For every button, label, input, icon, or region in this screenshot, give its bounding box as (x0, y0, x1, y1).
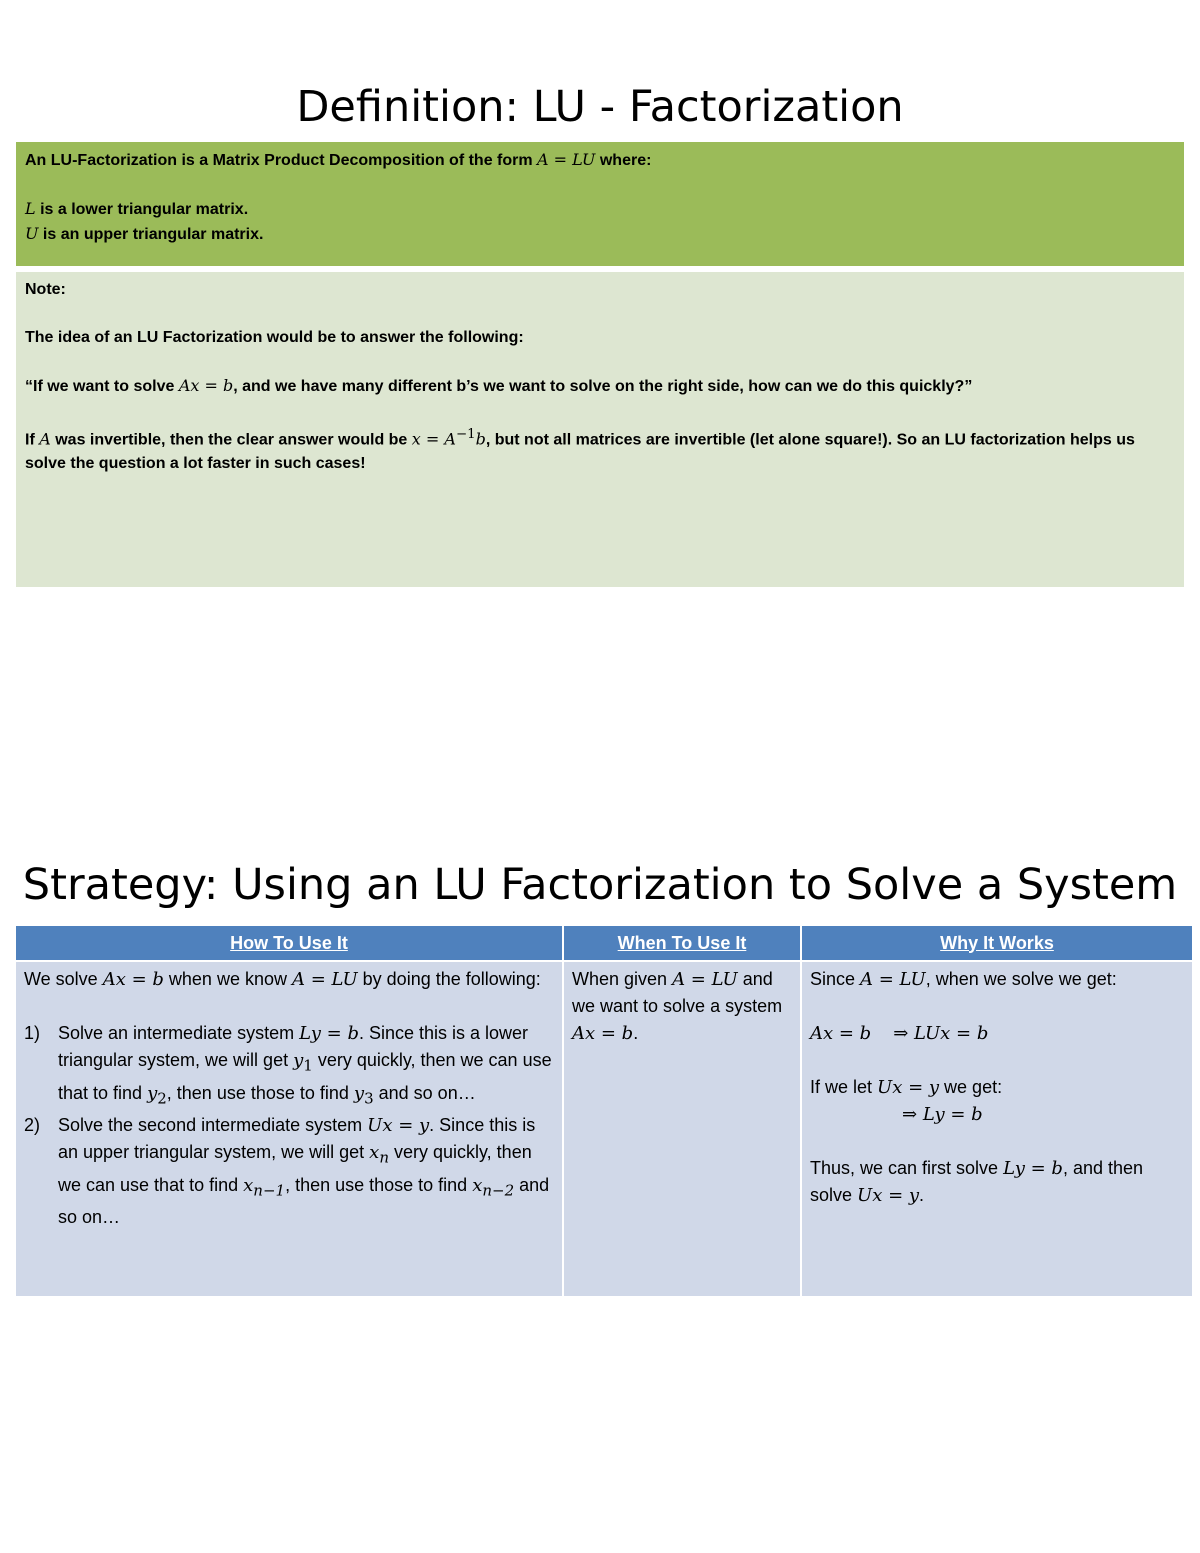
sub-n-2: n−2 (482, 1181, 515, 1200)
math-ux-y: Ux = y (367, 1115, 430, 1137)
math-ax-equals-b: Ax = b (178, 376, 234, 395)
header-why: Why It Works (801, 926, 1192, 961)
header-how: How To Use It (16, 926, 563, 961)
why-thus-a: Thus, we can first solve (810, 1158, 1004, 1178)
step-2-text (58, 1112, 554, 1231)
why-thus-c: . (919, 1185, 925, 1205)
how-intro-a: We solve (24, 969, 103, 989)
math-ax-b: Ax = b (102, 969, 164, 990)
note-idea: The idea of an LU Factorization would be to answer the following: (25, 329, 524, 346)
why-intro (810, 966, 1184, 993)
note-invertible (25, 423, 1175, 476)
math-x-equals-a: x = A (411, 429, 456, 449)
math-y3: y (353, 1082, 365, 1104)
note-box (16, 272, 1184, 587)
strategy-table (16, 926, 1192, 1296)
definition-intro-text: An LU-Factorization is a Matrix Product Decomposition of the form (25, 152, 538, 169)
math-u: U (25, 224, 39, 243)
strategy-body-row (16, 961, 1192, 1296)
math-thus-ly-b: Ly = b (1003, 1158, 1063, 1179)
math-when-ax-b: Ax = b (572, 1023, 634, 1044)
definition-l-line (25, 197, 1175, 222)
when-b: and we want to solve a system (572, 969, 783, 1016)
step-1-text (58, 1020, 554, 1112)
how-intro-c: by doing the following: (357, 969, 541, 989)
s2-e: and so on… (58, 1174, 550, 1228)
why-equation-1 (810, 1020, 1184, 1047)
s1-b: . Since this is a lower triangular system, we will get (58, 1023, 529, 1070)
strategy-header-row (16, 926, 1192, 961)
how-intro (24, 966, 554, 993)
math-l: L (25, 199, 36, 218)
definition-l-text: is a lower triangular matrix. (35, 201, 249, 218)
math-a: A (39, 429, 51, 449)
definition-intro-end: where: (595, 152, 652, 169)
s2-b: . Since this is an upper triangular system, we will get (58, 1115, 536, 1163)
note-quote-start: “If we want to solve (25, 378, 179, 395)
math-xn2: x (472, 1174, 483, 1196)
why-let (810, 1074, 1184, 1101)
when-c: . (633, 1023, 639, 1043)
when-cell (563, 961, 801, 1296)
note-heading: Note: (25, 281, 66, 298)
math-inverse-exponent: −1 (455, 427, 476, 442)
math-y1: y (293, 1050, 304, 1071)
sub-1: 1 (303, 1056, 313, 1075)
header-when: When To Use It (563, 926, 801, 961)
math-lux-b: LUx = b (914, 1023, 989, 1044)
why-equation-2 (810, 1101, 1184, 1128)
s2-a: Solve the second intermediate system (58, 1115, 368, 1136)
implies-icon: ⇒ (893, 1023, 915, 1044)
why-let-b: we get: (939, 1077, 1003, 1097)
definition-u-line (25, 222, 1175, 247)
note-inv-mid: was invertible, then the clear answer would be (50, 431, 412, 449)
note-inv-end: , but not all matrices are invertible (let alone square!). So an LU factorization helps us solve the question a lot faster in such cases! (25, 431, 1135, 473)
note-quote-end: , and we have many different b’s we want to solve on the right side, how can we do this quickly?” (233, 378, 973, 395)
why-cell (801, 961, 1192, 1296)
step-2 (24, 1112, 554, 1231)
math-ly-b: Ly = b (299, 1023, 359, 1044)
step-2-number: 2) (24, 1115, 41, 1136)
note-quote (25, 374, 1175, 399)
math-why-ux-y: Ux = y (877, 1077, 940, 1098)
sub-n-1: n−1 (253, 1181, 286, 1200)
math-xn: x (369, 1142, 380, 1164)
math-b: b (475, 429, 486, 449)
math-y2: y (147, 1082, 158, 1104)
why-let-a: If we let (810, 1077, 878, 1097)
implies-icon-2: ⇒ (902, 1104, 923, 1125)
s1-e: and so on… (373, 1082, 476, 1103)
s1-d: , then use those to find (166, 1082, 354, 1103)
s1-c: very quickly, then we can use that to find (58, 1050, 552, 1103)
sub-n: n (379, 1148, 389, 1167)
why-b: , when we solve we get: (925, 969, 1117, 989)
math-xn1: x (243, 1174, 254, 1196)
step-1 (24, 1020, 554, 1112)
s2-d: , then use those to find (285, 1174, 473, 1195)
s2-c: very quickly, then we can use that to find (58, 1142, 532, 1195)
note-inv-start: If (25, 431, 40, 449)
how-intro-b: when we know (163, 969, 292, 989)
math-why-a-lu: A = LU (860, 969, 926, 990)
strategy-title: Strategy: Using an LU Factorization to Solve a System (22, 860, 1178, 910)
why-a: Since (810, 969, 861, 989)
when-a: When given (572, 969, 673, 989)
definition-u-text: is an upper triangular matrix. (38, 226, 264, 243)
math-thus-ux-y: Ux = y (857, 1185, 920, 1206)
s1-a: Solve an intermediate system (58, 1023, 300, 1043)
math-why-ly-b: Ly = b (922, 1104, 983, 1125)
definition-title: Definition: LU - Factorization (296, 82, 904, 132)
why-thus-b: , and then solve (810, 1158, 1144, 1205)
math-a-lu: A = LU (291, 969, 358, 990)
definition-intro (25, 148, 1175, 173)
math-when-a-lu: A = LU (672, 969, 738, 990)
why-thus (810, 1155, 1184, 1209)
step-1-number: 1) (24, 1023, 41, 1043)
definition-box (16, 142, 1184, 266)
math-why-ax-b: Ax = b (810, 1023, 872, 1044)
sub-2: 2 (157, 1089, 167, 1108)
sub-3: 3 (364, 1089, 374, 1108)
how-cell (16, 961, 563, 1296)
math-a-equals-lu: A = LU (537, 150, 596, 169)
